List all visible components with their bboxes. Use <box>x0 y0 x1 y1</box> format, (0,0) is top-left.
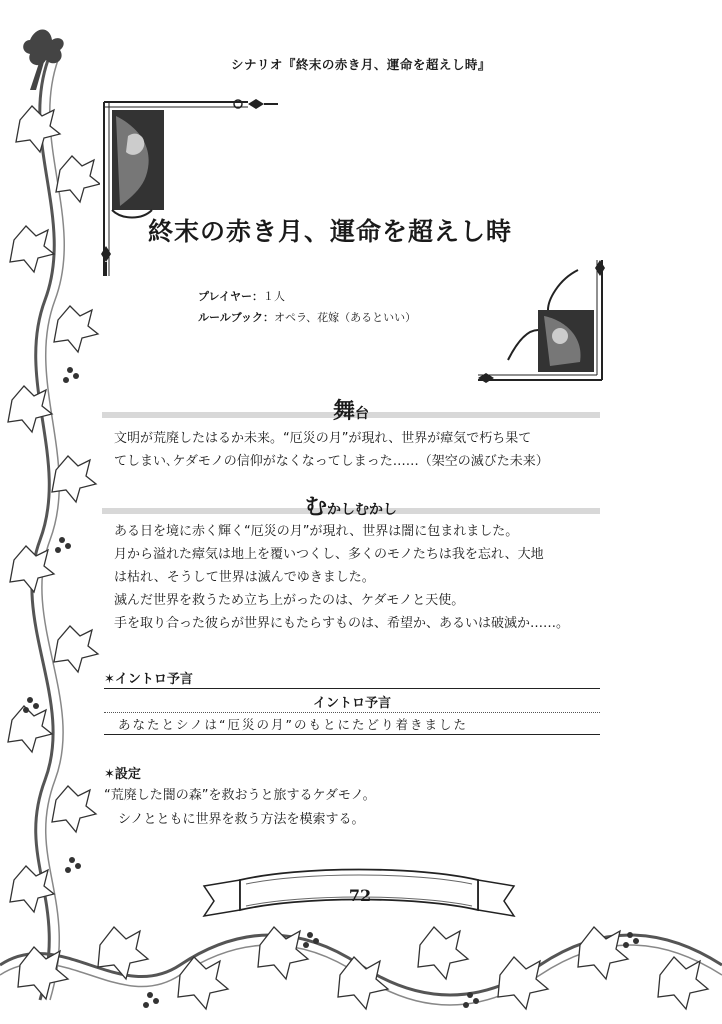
ivy-border-left <box>0 0 100 1024</box>
mukashi-line: 月から溢れた瘴気は地上を覆いつくし、多くのモノたちは我を忘れ、大地 <box>114 547 544 562</box>
stage-paragraph <box>114 427 604 473</box>
intro-table-header: イントロ予言 <box>312 696 391 711</box>
intro-prophecy-text: あなたとシノは“厄災の月”のもとにたどり着きました <box>118 717 468 732</box>
mukashi-line: は枯れ、そうして世界は滅んでゆきました。 <box>114 570 375 585</box>
setting-line-2: シノとともに世界を救う方法を模索する。 <box>118 812 365 827</box>
rulebook-label: ルールブック： <box>198 311 275 324</box>
section-title-stage: 舞台 <box>332 398 369 424</box>
mukashi-line: 手を取り合った彼らが世界にもたらすものは、希望か、あるいは破滅か……。 <box>114 616 570 631</box>
ornament-corner-bottom-right <box>468 250 608 390</box>
mukashi-line: 滅んだ世界を救うため立ち上がったのは、ケダモノと天使。 <box>114 593 465 608</box>
stage-line: 文明が荒廃したはるか未来。“厄災の月”が現れ、世界が瘴気で朽ち果て <box>114 431 532 446</box>
setting-paragraph <box>104 784 376 832</box>
ornament-corner-top-left <box>98 96 298 286</box>
section-title-mukashi: むかしむかし <box>304 494 397 520</box>
rulebook-info <box>198 309 416 325</box>
setting-section-label: ✶設定 <box>104 767 141 782</box>
players-value: １人 <box>263 290 286 303</box>
intro-section-label: ✶イントロ予言 <box>104 672 193 687</box>
setting-line-1: “荒廃した闇の森”を救おうと旅するケダモノ。 <box>104 788 376 803</box>
stage-line: てしまい､ケダモノの信仰がなくなってしまった……（架空の滅びた未来） <box>114 454 549 469</box>
section-heading-stage <box>102 398 600 424</box>
scenario-header: シナリオ『終末の赤き月、運命を超えし時』 <box>231 57 491 72</box>
players-label: プレイヤー： <box>198 290 264 303</box>
players-info <box>198 288 285 304</box>
section-heading-mukashi <box>102 494 600 520</box>
mukashi-line: ある日を境に赤く輝く“厄災の月”が現れ、世界は闇に包まれました。 <box>114 524 519 539</box>
intro-table <box>104 688 600 736</box>
mukashi-paragraph <box>114 520 604 635</box>
page-title: 終末の赤き月、運命を超えし時 <box>148 217 513 246</box>
rulebook-value: オペラ、花嫁（あるといい） <box>274 311 417 324</box>
page-number: 72 <box>348 886 372 905</box>
